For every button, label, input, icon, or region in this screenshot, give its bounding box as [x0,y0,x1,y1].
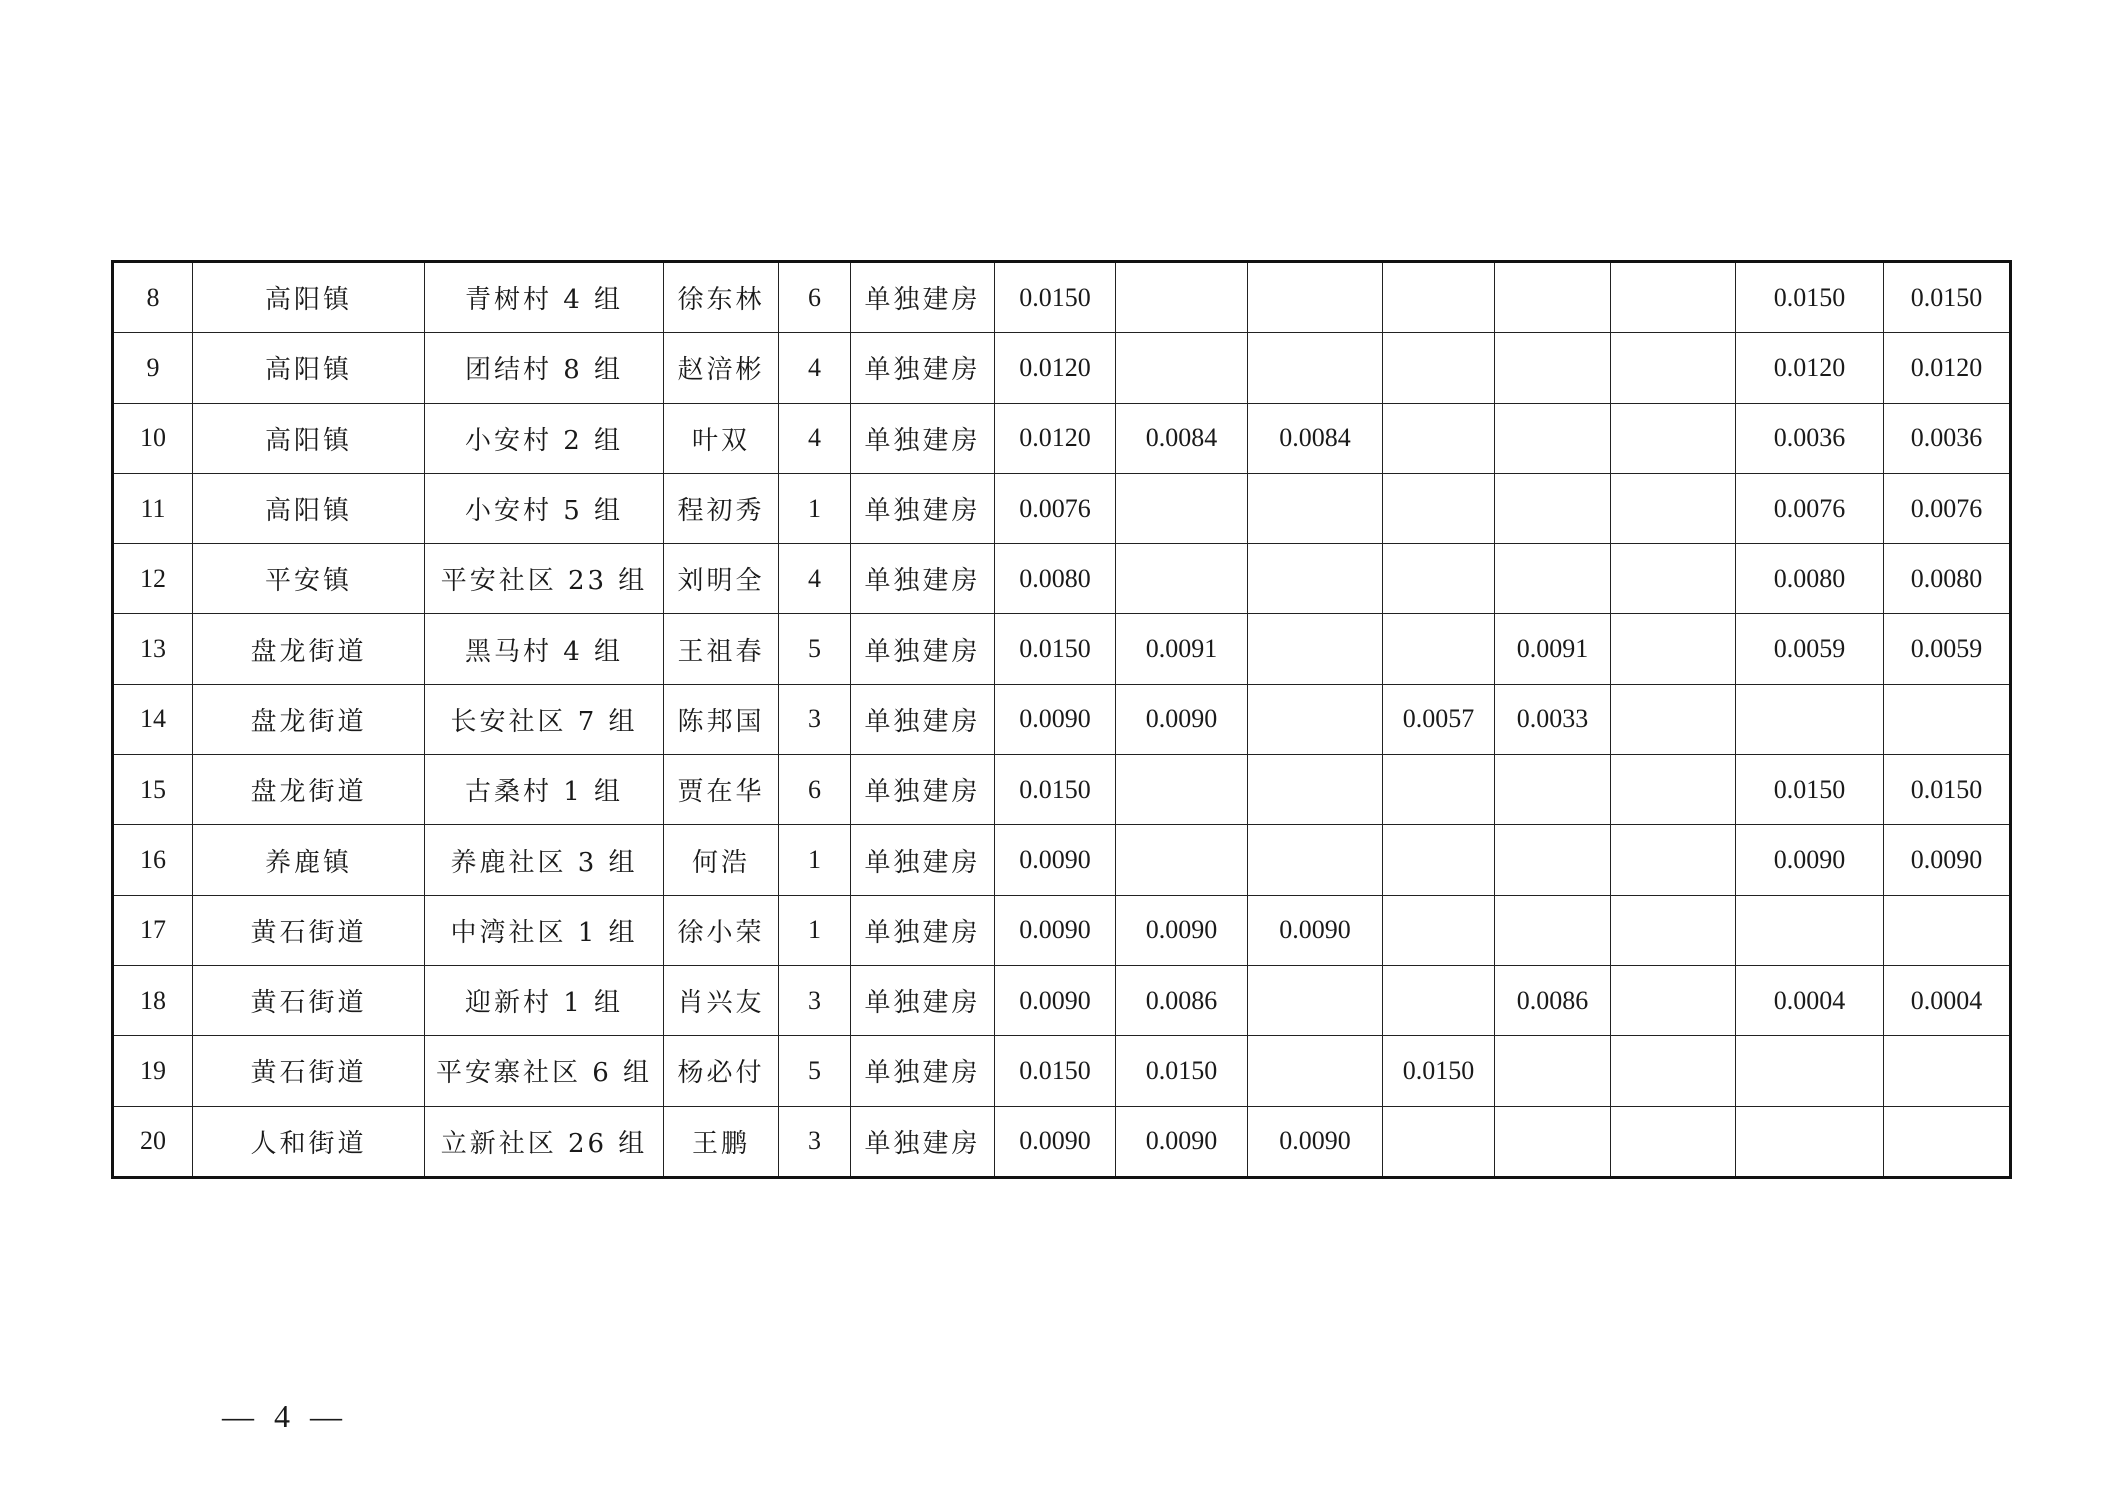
cell-building-type: 单独建房 [851,1036,995,1106]
cell-household-size: 3 [779,965,851,1035]
table-row [113,1036,2011,1106]
cell-name: 程初秀 [664,473,779,543]
cell-building-type: 单独建房 [851,403,995,473]
cell-town: 高阳镇 [193,473,425,543]
cell-area-col-2 [1116,825,1248,895]
cell-name: 王鹏 [664,1106,779,1177]
cell-village-group: 平安社区 23 组 [425,544,664,614]
cell-household-size: 1 [779,473,851,543]
cell-area-total: 0.0150 [995,1036,1116,1106]
cell-building-type: 单独建房 [851,614,995,684]
cell-building-type: 单独建房 [851,333,995,403]
cell-area-total: 0.0080 [995,544,1116,614]
table-body [113,262,2011,1178]
cell-area-total: 0.0090 [995,684,1116,754]
cell-area-col-4 [1383,965,1495,1035]
cell-area-total: 0.0120 [995,403,1116,473]
cell-area-col-6 [1611,755,1736,825]
cell-household-size: 4 [779,333,851,403]
cell-area-col-3 [1248,333,1383,403]
cell-household-size: 1 [779,825,851,895]
cell-row-index: 17 [113,895,193,965]
cell-town: 高阳镇 [193,262,425,333]
cell-area-col-5 [1495,333,1611,403]
cell-area-col-2 [1116,544,1248,614]
cell-building-type: 单独建房 [851,895,995,965]
cell-town: 黄石街道 [193,1036,425,1106]
cell-building-type: 单独建房 [851,544,995,614]
cell-town: 高阳镇 [193,403,425,473]
cell-area-col-7: 0.0076 [1736,473,1884,543]
cell-area-col-2: 0.0150 [1116,1036,1248,1106]
cell-village-group: 迎新村 1 组 [425,965,664,1035]
cell-row-index: 20 [113,1106,193,1177]
cell-area-col-2 [1116,262,1248,333]
cell-area-col-3 [1248,825,1383,895]
cell-area-col-4: 0.0057 [1383,684,1495,754]
cell-name: 肖兴友 [664,965,779,1035]
cell-area-col-6 [1611,825,1736,895]
table-row [113,895,2011,965]
cell-area-col-3: 0.0090 [1248,895,1383,965]
cell-household-size: 3 [779,1106,851,1177]
cell-area-col-7: 0.0120 [1736,333,1884,403]
cell-area-col-6 [1611,403,1736,473]
cell-household-size: 6 [779,262,851,333]
cell-area-col-7: 0.0090 [1736,825,1884,895]
cell-town: 盘龙街道 [193,684,425,754]
cell-town: 平安镇 [193,544,425,614]
cell-area-col-6 [1611,614,1736,684]
cell-area-col-8: 0.0076 [1884,473,2011,543]
table-row [113,333,2011,403]
cell-area-total: 0.0150 [995,262,1116,333]
cell-area-col-2 [1116,755,1248,825]
cell-village-group: 黑马村 4 组 [425,614,664,684]
cell-row-index: 13 [113,614,193,684]
cell-row-index: 11 [113,473,193,543]
cell-area-col-6 [1611,473,1736,543]
cell-area-total: 0.0076 [995,473,1116,543]
cell-area-total: 0.0090 [995,1106,1116,1177]
cell-area-col-5 [1495,1106,1611,1177]
cell-area-col-2: 0.0084 [1116,403,1248,473]
cell-household-size: 3 [779,684,851,754]
cell-area-col-8: 0.0120 [1884,333,2011,403]
cell-area-col-3 [1248,965,1383,1035]
cell-row-index: 15 [113,755,193,825]
cell-name: 王祖春 [664,614,779,684]
cell-area-col-7 [1736,684,1884,754]
cell-area-total: 0.0090 [995,965,1116,1035]
cell-area-col-8 [1884,1036,2011,1106]
cell-area-col-6 [1611,1036,1736,1106]
cell-name: 杨必付 [664,1036,779,1106]
cell-area-col-3 [1248,1036,1383,1106]
page-number: — 4 — [222,1398,348,1434]
cell-name: 贾在华 [664,755,779,825]
cell-area-col-4 [1383,614,1495,684]
cell-area-col-2 [1116,473,1248,543]
cell-row-index: 16 [113,825,193,895]
records-table-container [111,260,2009,1179]
cell-village-group: 青树村 4 组 [425,262,664,333]
cell-area-col-2: 0.0086 [1116,965,1248,1035]
cell-building-type: 单独建房 [851,262,995,333]
cell-town: 黄石街道 [193,965,425,1035]
cell-village-group: 中湾社区 1 组 [425,895,664,965]
cell-area-col-3 [1248,544,1383,614]
cell-area-col-2: 0.0091 [1116,614,1248,684]
cell-name: 叶双 [664,403,779,473]
cell-area-col-8 [1884,895,2011,965]
cell-area-col-5 [1495,403,1611,473]
cell-area-total: 0.0150 [995,755,1116,825]
cell-area-col-6 [1611,1106,1736,1177]
cell-area-col-8: 0.0080 [1884,544,2011,614]
cell-building-type: 单独建房 [851,755,995,825]
cell-area-col-2: 0.0090 [1116,684,1248,754]
cell-area-col-3 [1248,262,1383,333]
cell-area-total: 0.0120 [995,333,1116,403]
cell-area-col-4 [1383,1106,1495,1177]
cell-building-type: 单独建房 [851,473,995,543]
cell-area-col-7 [1736,1036,1884,1106]
cell-area-col-6 [1611,684,1736,754]
cell-row-index: 14 [113,684,193,754]
cell-row-index: 10 [113,403,193,473]
cell-building-type: 单独建房 [851,1106,995,1177]
cell-area-col-2: 0.0090 [1116,1106,1248,1177]
cell-area-col-4 [1383,544,1495,614]
cell-area-col-6 [1611,544,1736,614]
cell-building-type: 单独建房 [851,965,995,1035]
cell-area-col-5: 0.0033 [1495,684,1611,754]
cell-name: 徐小荣 [664,895,779,965]
cell-town: 养鹿镇 [193,825,425,895]
cell-name: 陈邦国 [664,684,779,754]
cell-household-size: 1 [779,895,851,965]
cell-area-col-3: 0.0090 [1248,1106,1383,1177]
cell-area-col-5: 0.0086 [1495,965,1611,1035]
cell-town: 盘龙街道 [193,614,425,684]
table-row [113,684,2011,754]
cell-area-col-8: 0.0004 [1884,965,2011,1035]
cell-area-col-5 [1495,895,1611,965]
table-row [113,403,2011,473]
cell-area-col-4 [1383,825,1495,895]
cell-area-col-2: 0.0090 [1116,895,1248,965]
cell-area-col-4 [1383,333,1495,403]
cell-area-col-8 [1884,684,2011,754]
cell-village-group: 团结村 8 组 [425,333,664,403]
cell-town: 高阳镇 [193,333,425,403]
cell-area-col-7: 0.0059 [1736,614,1884,684]
cell-village-group: 小安村 2 组 [425,403,664,473]
cell-area-col-4 [1383,895,1495,965]
cell-village-group: 平安寨社区 6 组 [425,1036,664,1106]
cell-row-index: 19 [113,1036,193,1106]
cell-area-col-3 [1248,755,1383,825]
cell-village-group: 养鹿社区 3 组 [425,825,664,895]
cell-area-col-5 [1495,755,1611,825]
cell-area-col-4 [1383,755,1495,825]
cell-area-col-3 [1248,473,1383,543]
cell-area-col-7: 0.0150 [1736,755,1884,825]
cell-area-col-5 [1495,262,1611,333]
cell-area-col-6 [1611,965,1736,1035]
table-row [113,614,2011,684]
cell-row-index: 8 [113,262,193,333]
cell-village-group: 立新社区 26 组 [425,1106,664,1177]
cell-area-col-3 [1248,684,1383,754]
cell-area-col-8 [1884,1106,2011,1177]
table-row [113,755,2011,825]
cell-area-col-8: 0.0036 [1884,403,2011,473]
cell-town: 黄石街道 [193,895,425,965]
cell-village-group: 小安村 5 组 [425,473,664,543]
cell-area-col-7 [1736,895,1884,965]
cell-area-col-5 [1495,473,1611,543]
cell-area-total: 0.0090 [995,825,1116,895]
cell-village-group: 古桑村 1 组 [425,755,664,825]
cell-area-col-4 [1383,473,1495,543]
cell-household-size: 4 [779,544,851,614]
cell-area-col-8: 0.0150 [1884,262,2011,333]
cell-area-col-8: 0.0150 [1884,755,2011,825]
cell-town: 人和街道 [193,1106,425,1177]
cell-name: 赵涪彬 [664,333,779,403]
cell-area-col-5: 0.0091 [1495,614,1611,684]
cell-area-col-6 [1611,333,1736,403]
cell-area-col-5 [1495,1036,1611,1106]
table-row [113,965,2011,1035]
cell-household-size: 5 [779,1036,851,1106]
cell-area-col-5 [1495,825,1611,895]
cell-name: 徐东林 [664,262,779,333]
cell-area-col-7 [1736,1106,1884,1177]
cell-household-size: 6 [779,755,851,825]
cell-area-col-3: 0.0084 [1248,403,1383,473]
cell-building-type: 单独建房 [851,825,995,895]
cell-area-col-7: 0.0080 [1736,544,1884,614]
cell-area-total: 0.0150 [995,614,1116,684]
cell-row-index: 9 [113,333,193,403]
cell-building-type: 单独建房 [851,684,995,754]
records-table [111,260,2012,1179]
cell-area-col-4 [1383,403,1495,473]
cell-household-size: 4 [779,403,851,473]
cell-area-col-8: 0.0059 [1884,614,2011,684]
cell-area-col-4: 0.0150 [1383,1036,1495,1106]
cell-area-total: 0.0090 [995,895,1116,965]
cell-area-col-5 [1495,544,1611,614]
cell-name: 刘明全 [664,544,779,614]
table-row [113,262,2011,333]
cell-name: 何浩 [664,825,779,895]
cell-town: 盘龙街道 [193,755,425,825]
cell-area-col-3 [1248,614,1383,684]
cell-row-index: 12 [113,544,193,614]
cell-row-index: 18 [113,965,193,1035]
table-row [113,473,2011,543]
table-row [113,1106,2011,1177]
cell-area-col-7: 0.0036 [1736,403,1884,473]
table-row [113,544,2011,614]
cell-area-col-4 [1383,262,1495,333]
cell-area-col-7: 0.0004 [1736,965,1884,1035]
cell-area-col-6 [1611,895,1736,965]
table-row [113,825,2011,895]
cell-area-col-2 [1116,333,1248,403]
cell-area-col-6 [1611,262,1736,333]
cell-area-col-7: 0.0150 [1736,262,1884,333]
cell-area-col-8: 0.0090 [1884,825,2011,895]
cell-village-group: 长安社区 7 组 [425,684,664,754]
cell-household-size: 5 [779,614,851,684]
